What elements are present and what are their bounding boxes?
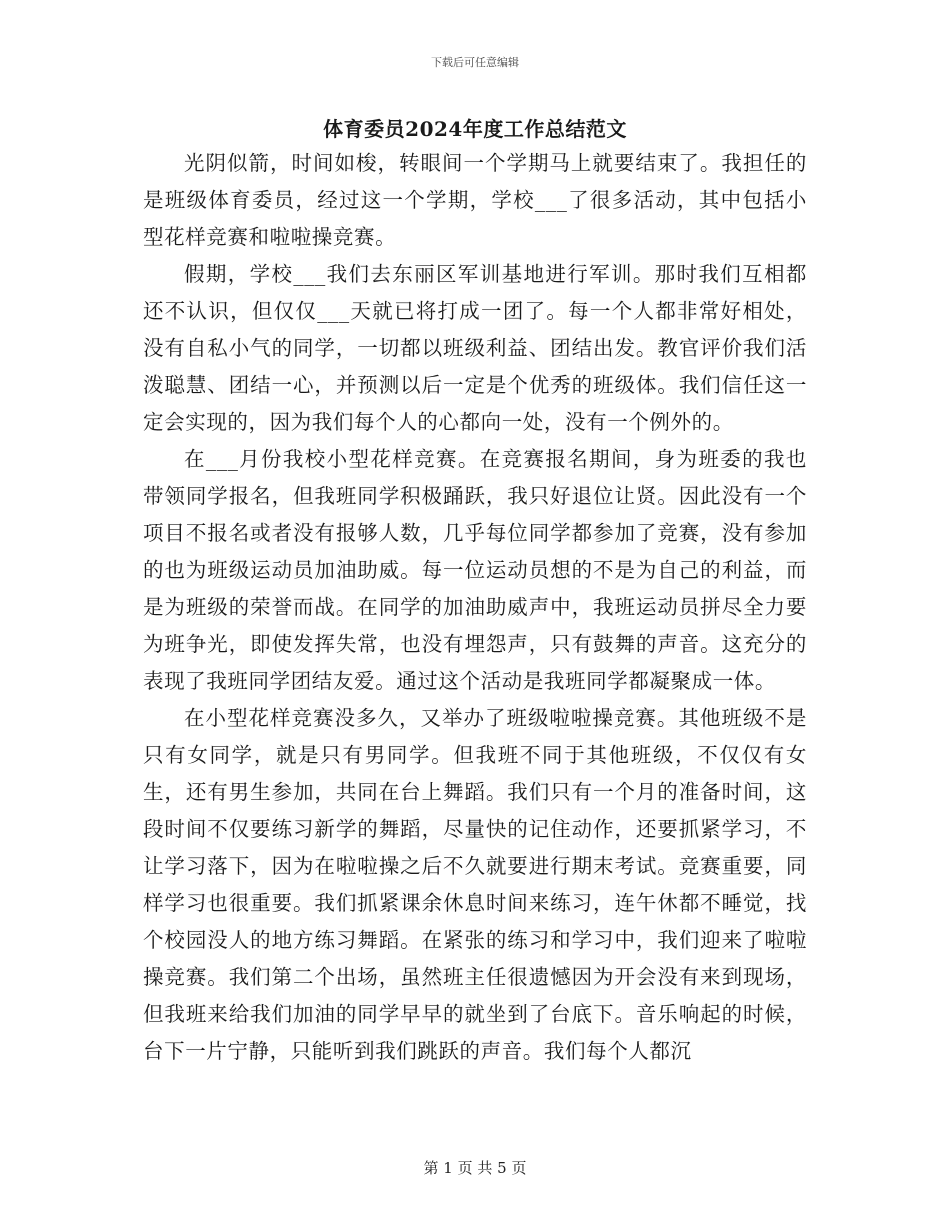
document-body bbox=[143, 145, 807, 1070]
paragraph: 假期，学校___我们去东丽区军训基地进行军训。那时我们互相都还不认识，但仅仅___天就已将打成一团了。每一个人都非常好相处，没有自私小气的同学，一切都以班级利益、团结出发。教官评价我们活泼聪慧、团结一心，并预测以后一定是个优秀的班级体。我们信任这一定会实现的，因为我们每个人的心都向一处，没有一个例外的。 bbox=[143, 262, 807, 434]
document-title: 体育委员2024年度工作总结范文 bbox=[323, 117, 627, 141]
paragraph: 光阴似箭，时间如梭，转眼间一个学期马上就要结束了。我担任的是班级体育委员，经过这一个学期，学校___了很多活动，其中包括小型花样竞赛和啦啦操竞赛。 bbox=[143, 151, 807, 249]
header-note: 下载后可任意编辑 bbox=[431, 56, 519, 69]
paragraph: 在小型花样竞赛没多久，又举办了班级啦啦操竞赛。其他班级不是只有女同学，就是只有男同学。但我班不同于其他班级，不仅仅有女生，还有男生参加，共同在台上舞蹈。我们只有一个月的准备时间，这段时间不仅要练习新学的舞蹈，尽量快的记住动作，还要抓紧学习，不让学习落下，因为在啦啦操之后不久就要进行期末考试。竞赛重要，同样学习也很重要。我们抓紧课余休息时间来练习，连午休都不睡觉，找个校园没人的地方练习舞蹈。在紧张的练习和学习中，我们迎来了啦啦操竞赛。我们第二个出场，虽然班主任很遗憾因为开会没有来到现场，但我班来给我们加油的同学早早的就坐到了台底下。音乐响起的时候，台下一片宁静，只能听到我们跳跃的声音。我们每个人都沉 bbox=[143, 706, 807, 1063]
page-indicator: 第 1 页 共 5 页 bbox=[423, 1159, 527, 1177]
paragraph: 在___月份我校小型花样竞赛。在竞赛报名期间，身为班委的我也带领同学报名，但我班同学积极踊跃，我只好退位让贤。因此没有一个项目不报名或者没有报够人数，几乎每位同学都参加了竞赛，没有参加的也为班级运动员加油助威。每一位运动员想的不是为自己的利益，而是为班级的荣誉而战。在同学的加油助威声中，我班运动员拼尽全力要为班争光，即使发挥失常，也没有埋怨声，只有鼓舞的声音。这充分的表现了我班同学团结友爱。通过这个活动是我班同学都凝聚成一体。 bbox=[143, 447, 807, 693]
